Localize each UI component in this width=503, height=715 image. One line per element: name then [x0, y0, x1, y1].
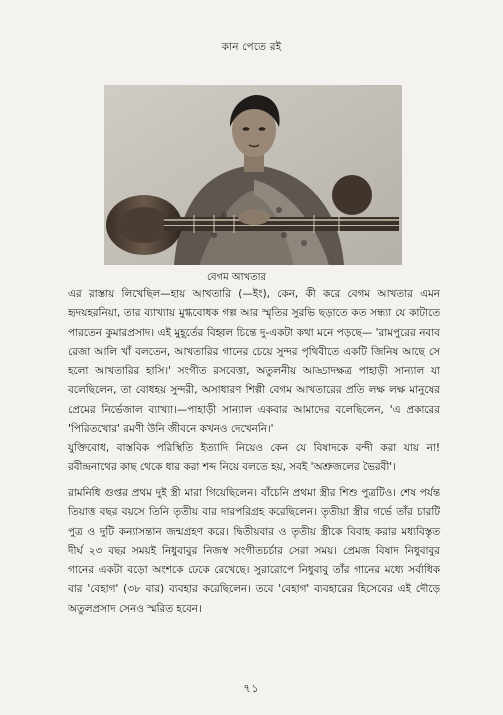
paragraph-1 — [68, 285, 440, 449]
portrait-photo-icon — [104, 85, 402, 265]
page-number: ৭১ — [243, 682, 260, 695]
paragraph-3 — [68, 484, 440, 629]
paragraph-text: এর রাস্তায় লিখেছিল—হায় আখতারি (—ইং), কেন, কী করে বেগম আখতার এমন হৃদয়হরনিয়া, তার ব্যাখ্যায় মুগ্ধবোধক গল্প আর স্মৃতির সুরভি ছড়াতে কত সন্ধ্যা যে কাটাতে পারতেন কুমারপ্রসাদ। এই মুহূর্তের বিহ্বল চিন্তে দু-একটা কথা মনে পড়ছে— 'রামপুরের নবাব রেজা আলি খাঁ বলতেন, আখতারির গানের চেয়ে সুন্দর পৃথিবীতে একটি জিনিষ আছে সে হলো আখতারির হাসি।' সংগীত রসবেত্তা, অতুলনীয় আড্ডাদক্ষত্র পাহাড়ী সান্যাল যা বলেছিলেন, তা বোধহয় সুন্দরী, অসাধারণ শিল্পী বেগম আখতারের প্রতি লক্ষ লক্ষ মানুষের প্রেমের নির্ভেজাল ব্যাখ্যা।—পাহাড়ী সান্যাল একবার আমাদের বলেছিলেন, 'এ প্রকারের 'পিরিতখোর' রমণী উনি জীবনে কখনও দেখেননি।' — [68, 288, 440, 436]
portrait-photo — [104, 85, 402, 265]
paragraph-2 — [68, 439, 440, 488]
paragraph-text: যুক্তিবোধ, বাস্তবিক পরিস্থিতি ইত্যাদি নিয়েও কেন যে বিষাদকে বন্দী করা যায় না! রবীন্দ্রনাথের কাছ থেকে ধার করা শব্দ নিয়ে বলতে হয়, সবই 'অশ্রুজলের ভৈরবী'। — [68, 442, 440, 474]
running-header: কান পেতে রই — [221, 41, 282, 53]
photo-caption: বেগম আখতার — [207, 272, 267, 283]
paragraph-text: রামনিধি গুপ্তর প্রথম দুই স্ত্রী মারা গিয়েছিলেন। বাঁচেনি প্রথমা স্ত্রীর শিশু পুত্রটিও। শেষ পর্যন্ত তিয়াত্ত বছর বয়সে তিনি তৃতীয় বার দারপরিগ্রহ করেছিলেন। তৃতীয়া স্ত্রীর গর্ভে তাঁর চারটি পুত্র ও দুটি কন্যাসন্তান জন্মগ্রহণ করে। দ্বিতীয়বার ও তৃতীয় স্ত্রীকে বিবাহ করার মধ্যবিস্তৃত দীর্ঘ ২৩ বছর সময়ই নিধুবাবুর নিজস্ব সংগীতচর্চার সেরা সময়। প্রেমজ বিষাদ নিধুবাবুর গানের একটা বড়ো অংশকে ঢেকে রেখেছে। সুরারোপে নিধুবাবু তাঁর গানের মধ্যে সর্বাধিক বার 'বেহাগ' (৩৮ বার) ব্যবহার করেছিলেন। তবে 'বেহাগ' ব্যবহারের হিসেবের এই দৌড়ে অতুলপ্রসাদ সেনও স্মরিত হবেন। — [68, 487, 440, 615]
